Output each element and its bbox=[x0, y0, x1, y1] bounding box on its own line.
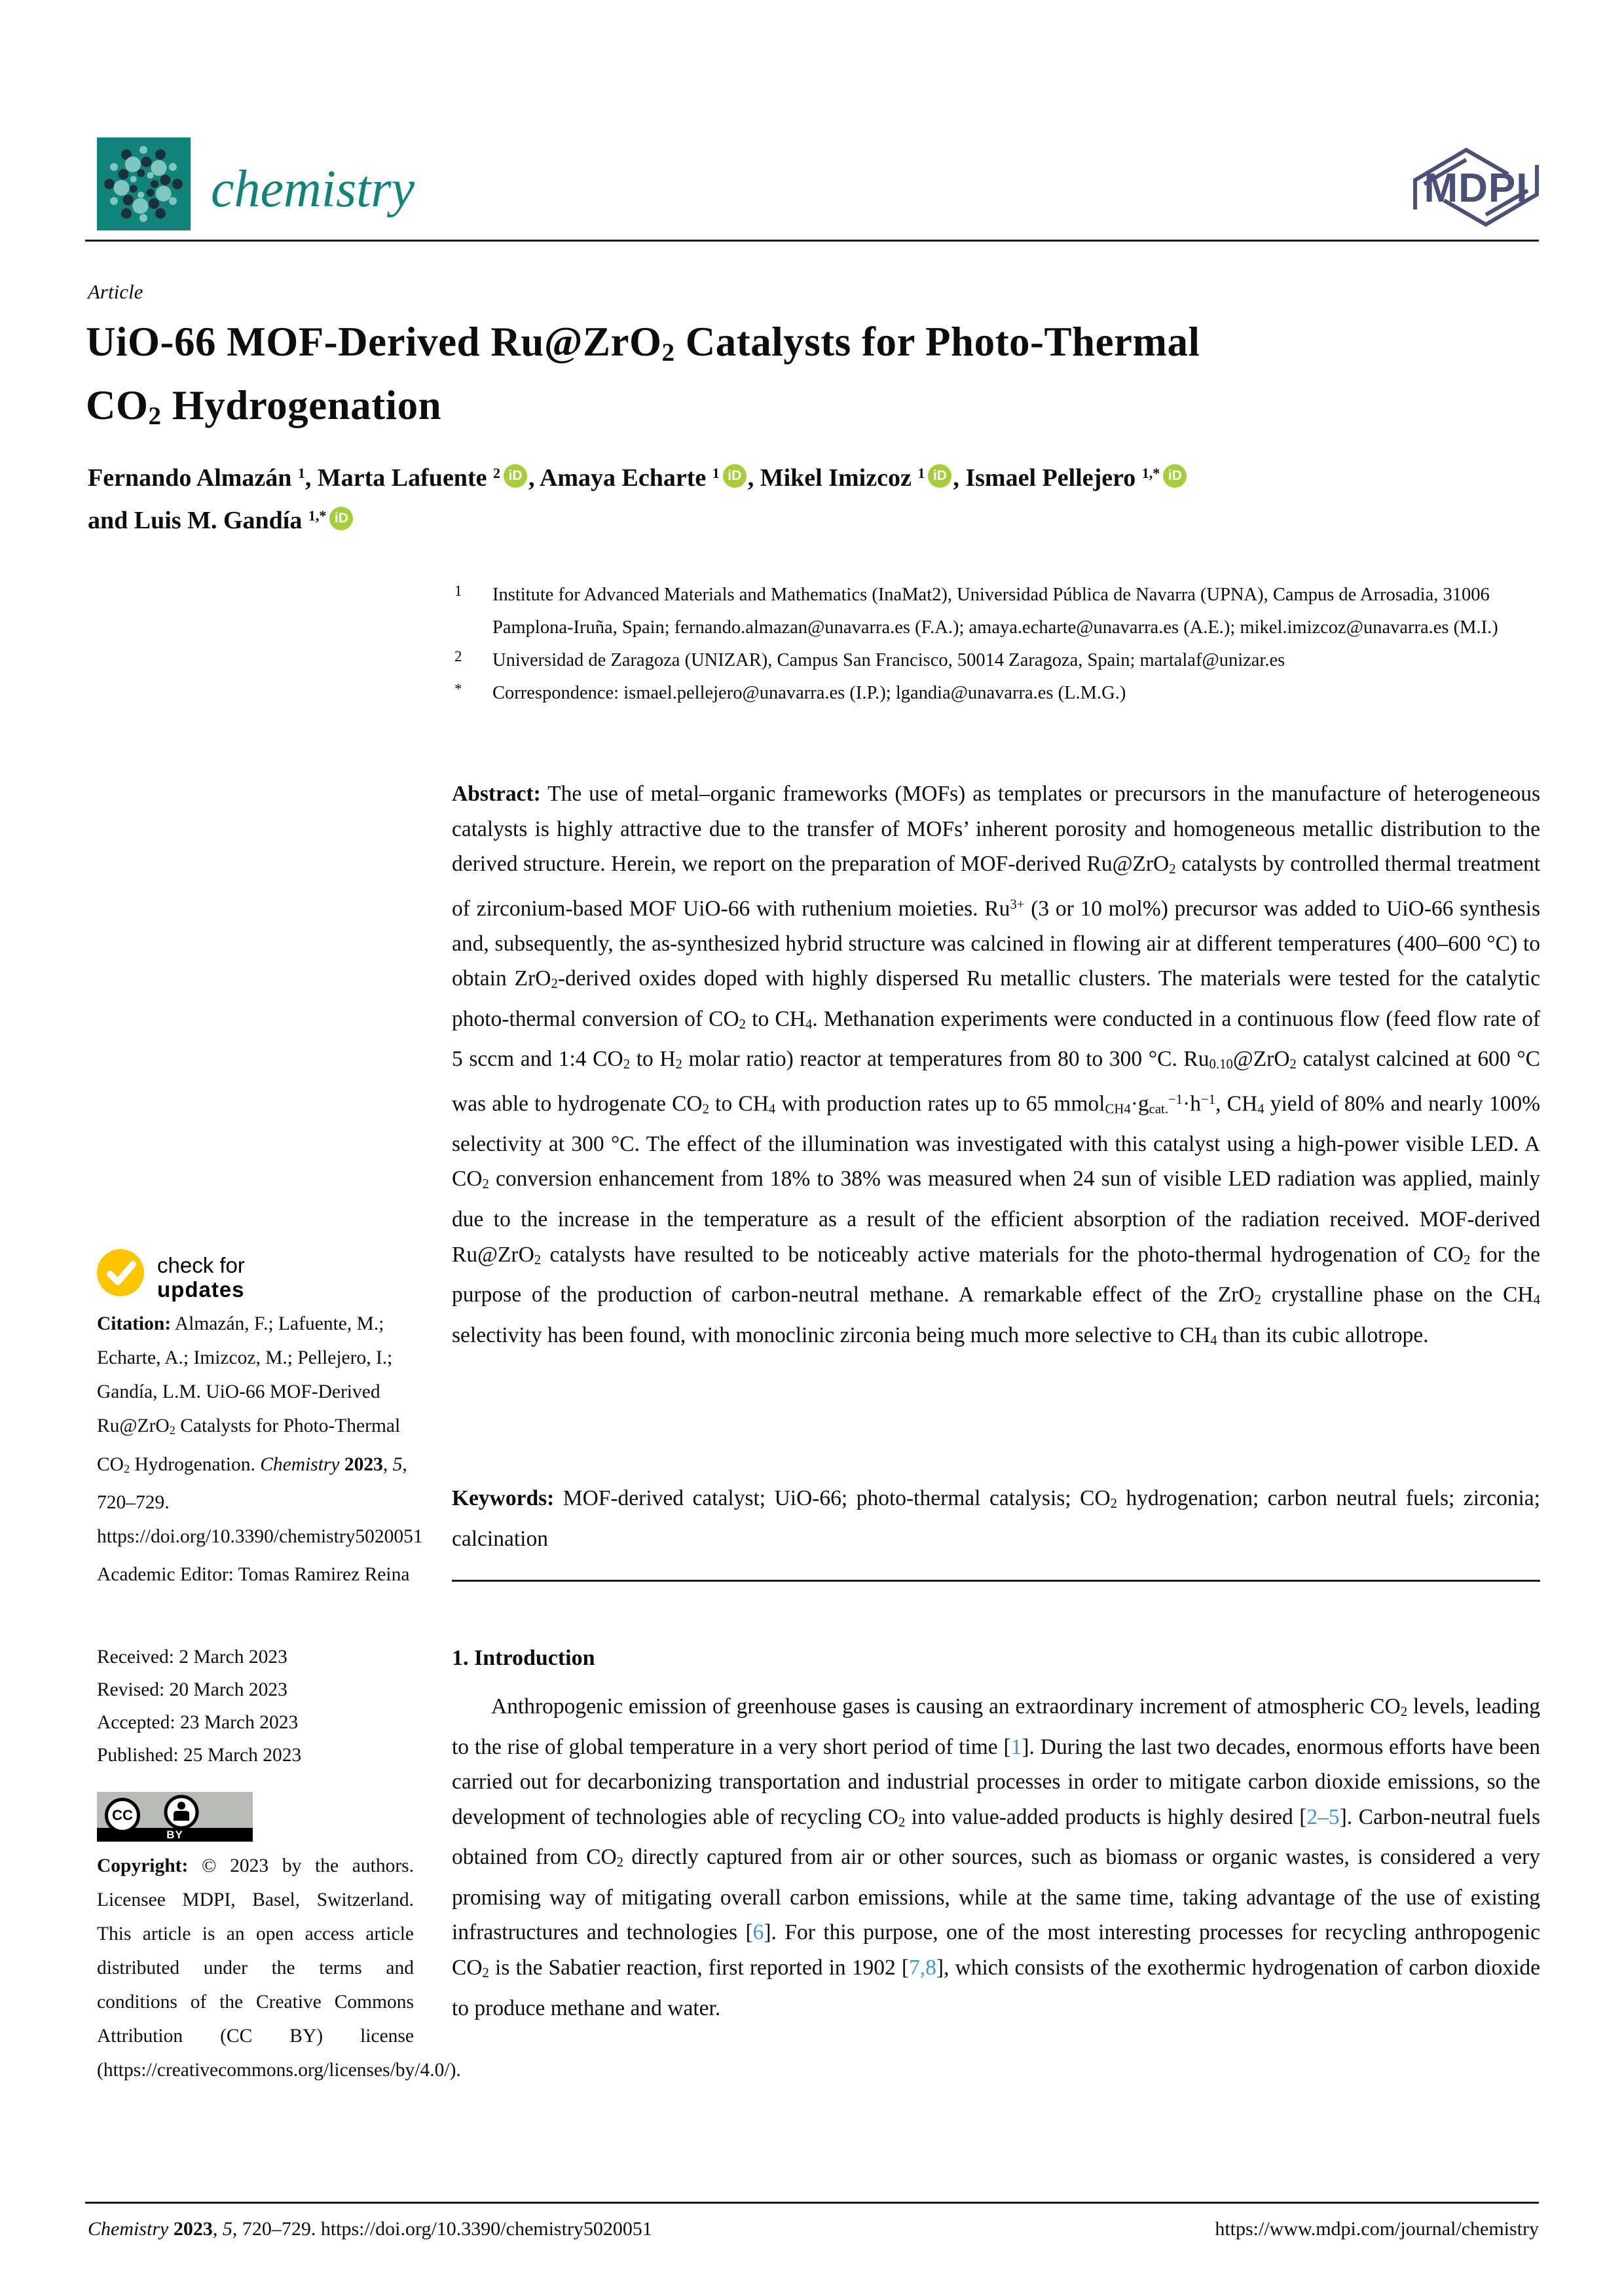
article-dates bbox=[97, 1641, 413, 1772]
doi-link[interactable]: https://doi.org/10.3390/chemistry5020051 bbox=[320, 2218, 652, 2240]
author-separator: , bbox=[747, 464, 760, 492]
date-value: 23 March 2023 bbox=[179, 1712, 299, 1733]
orcid-icon[interactable]: iD bbox=[723, 464, 747, 488]
person-icon bbox=[164, 1795, 199, 1830]
affiliation-item bbox=[452, 644, 1544, 677]
author-name: Ismael Pellejero bbox=[965, 464, 1136, 492]
email-link[interactable]: mikel.imizcoz@unavarra.es bbox=[1240, 617, 1449, 638]
keywords: Keywords: MOF-derived catalyst; UiO-66; photo-thermal catalysis; $CO_2$ hydrogenation; carbon neutral fuels; zirconia; calcination bbox=[452, 1486, 1540, 1551]
author-name: Amaya Echarte bbox=[539, 464, 707, 492]
email-link[interactable]: fernando.almazan@unavarra.es bbox=[674, 617, 910, 638]
date-value: 20 March 2023 bbox=[169, 1679, 287, 1700]
cc-icon: CC bbox=[105, 1798, 140, 1833]
author-name: Fernando Almazán bbox=[88, 464, 292, 492]
check-for-updates-label[interactable]: check for updates bbox=[157, 1253, 245, 1302]
date-label: Revised: bbox=[97, 1679, 165, 1700]
date-row bbox=[97, 1739, 413, 1772]
author-affiliation-sup: 1,* bbox=[1141, 465, 1160, 481]
author-affiliation-sup: 1 bbox=[917, 465, 925, 481]
molecule-icon bbox=[97, 137, 191, 230]
ref-link[interactable]: 6 bbox=[752, 1920, 764, 1945]
orcid-icon[interactable]: iD bbox=[329, 507, 353, 530]
date-label: Published: bbox=[97, 1745, 179, 1766]
email-link[interactable]: ismael.pellejero@unavarra.es bbox=[623, 683, 845, 703]
affiliation-text: Institute for Advanced Materials and Mathematics (InaMat2), Universidad Pública de Navarra (UPNA), Campus de Arrosadia, 31006 Pamplona-Iruña, Spain; fernando.almazan@unavarra.es (F.A.); amaya.echarte@unavarra.es (A.E.); mikel.imizcoz@unavarra.es (M.I.) bbox=[492, 585, 1498, 638]
author-separator: , bbox=[304, 464, 318, 492]
affiliations bbox=[452, 579, 1544, 710]
mdpi-logo-text: MDPI bbox=[1424, 166, 1528, 211]
academic-editor: Academic Editor: Tomas Ramirez Reina bbox=[97, 1564, 410, 1585]
article-type-label: Article bbox=[88, 280, 143, 303]
license-link[interactable]: https://creativecommons.org/licenses/by/4.0/ bbox=[103, 2060, 450, 2081]
date-row bbox=[97, 1673, 413, 1706]
header-rule bbox=[85, 240, 1539, 242]
check-icon bbox=[97, 1249, 144, 1296]
chemistry-journal-logo bbox=[97, 137, 191, 230]
email-link[interactable]: martalaf@unizar.es bbox=[1139, 650, 1285, 670]
affiliation-item bbox=[452, 579, 1544, 644]
orcid-icon[interactable]: iD bbox=[504, 464, 527, 488]
affiliation-marker: 2 bbox=[454, 648, 462, 665]
ref-link[interactable]: 7,8 bbox=[909, 1955, 936, 1980]
author-list bbox=[88, 454, 1411, 539]
section-divider bbox=[452, 1580, 1540, 1582]
affiliation-item bbox=[452, 677, 1544, 710]
author-affiliation-sup: 1 bbox=[712, 465, 720, 481]
date-row bbox=[97, 1706, 413, 1739]
mdpi-logo bbox=[1405, 144, 1547, 230]
footer-rule bbox=[85, 2202, 1539, 2204]
author-affiliation-sup: 1,* bbox=[308, 507, 327, 524]
journal-name: chemistry bbox=[211, 160, 415, 218]
date-value: 25 March 2023 bbox=[183, 1745, 302, 1766]
author-affiliation-sup: 2 bbox=[492, 465, 500, 481]
author-name: Marta Lafuente bbox=[317, 464, 487, 492]
date-row bbox=[97, 1641, 413, 1673]
cc-by-license-badge[interactable] bbox=[97, 1792, 253, 1842]
check-for-updates-button[interactable] bbox=[97, 1249, 144, 1296]
email-link[interactable]: lgandia@unavarra.es bbox=[895, 683, 1054, 703]
affiliation-text: Universidad de Zaragoza (UNIZAR), Campus San Francisco, 50014 Zaragoza, Spain; martalaf@unizar.es bbox=[492, 650, 1285, 670]
author-separator: , bbox=[953, 464, 966, 492]
abstract: Abstract: The use of metal–organic frameworks (MOFs) as templates or precursors in the manufacture of heterogeneous catalysts is highly attractive due to the transfer of MOFs’ inherent porosity and homogeneous metallic distribution to the derived structure. Herein, we report on the preparation of MOF-derived Ru@ZrO$_2$ catalysts by controlled thermal treatment of zirconium-based MOF UiO-66 with ruthenium moieties. $Ru^{3+}$ (3 or 10 mol%) precursor was added to UiO-66 synthesis and, subsequently, the as-synthesized hybrid structure was calcined in flowing air at different temperatures (400–600 °C) to obtain ZrO$_2$-derived oxides doped with highly dispersed Ru metallic clusters. The materials were tested for the catalytic photo-thermal conversion of $CO_2$ to $CH_4$. Methanation experiments were conducted in a continuous flow (feed flow rate of 5 sccm and 1:4 $CO_2$ to $H_2$ molar ratio) reactor at temperatures from 80 to 300 °C. $Ru_{0.10}@ZrO_2$ catalyst calcined at 600 °C was able to hydrogenate $CO_2$ to $CH_4$ with production rates up to 65 $mmol_{CH4}\cdot g_{cat.}^{-1}\cdot h^{-1}$, $CH_4$ yield of 80% and nearly 100% selectivity at 300 °C. The effect of the illumination was investigated with this catalyst using a high-power visible LED. A $CO_2$ conversion enhancement from 18% to 38% was measured when 24 sun of visible LED radiation was applied, mainly due to the increase in the temperature as a result of the efficient absorption of the radiation received. MOF-derived Ru@ZrO$_2$ catalysts have resulted to be noticeably active materials for the photo-thermal hydrogenation of $CO_2$ for the purpose of the production of carbon-neutral methane. A remarkable effect of the ZrO$_2$ crystalline phase on the $CH_4$ selectivity has been found, with monoclinic zirconia being much more selective to $CH_4$ than its cubic allotrope. bbox=[452, 782, 1541, 1349]
journal-url-link[interactable]: https://www.mdpi.com/journal/chemistry bbox=[1215, 2218, 1539, 2240]
author-conjunction: and bbox=[88, 507, 134, 535]
affiliation-marker: 1 bbox=[454, 583, 462, 599]
date-value: 2 March 2023 bbox=[179, 1647, 287, 1667]
citation-block: Citation: Almazán, F.; Lafuente, M.; Echarte, A.; Imizcoz, M.; Pellejero, I.; Gandía, L.M. UiO-66 MOF-Derived Ru@ZrO$_2$ Catalysts for Photo-Thermal $CO_2$ Hydrogenation. Chemistry 2023, 5, 720–729. https://doi.org/10.3390/chemistry5020051 bbox=[97, 1313, 423, 1548]
orcid-icon[interactable]: iD bbox=[1163, 464, 1187, 488]
article-title: UiO-66 MOF-Derived Ru@ZrO$_2$ Catalysts for Photo-Thermal $CO_2$ Hydrogenation bbox=[86, 319, 1200, 430]
doi-link[interactable]: https://doi.org/10.3390/chemistry5020051 bbox=[97, 1526, 423, 1548]
date-label: Received: bbox=[97, 1647, 174, 1667]
introduction-paragraph: Anthropogenic emission of greenhouse gases is causing an extraordinary increment of atmospheric $CO_2$ levels, leading to the rise of global temperature in a very short period of time [1]. During the last two decades, enormous efforts have been carried out for decarbonizing transportation and industrial processes in order to mitigate carbon dioxide emissions, so the development of technologies able of recycling $CO_2$ into value-added products is highly desired [2–5]. Carbon-neutral fuels obtained from $CO_2$ directly captured from air or other sources, such as biomass or organic wastes, is considered a very promising way of mitigating overall carbon emissions, while at the same time, taking advantage of the use of existing infrastructures and technologies [6]. For this purpose, one of the most interesting processes for recycling anthropogenic $CO_2$ is the Sabatier reaction, first reported in 1902 [7,8], which consists of the exothermic hydrogenation of carbon dioxide to produce methane and water. bbox=[452, 1694, 1540, 2020]
author-name: Mikel Imizcoz bbox=[760, 464, 912, 492]
copyright-block: Copyright: © 2023 by the authors. Licensee MDPI, Basel, Switzerland. This article is an open access article distributed under the terms and conditions of the Creative Commons Attribution (CC BY) license (https://creativecommons.org/licenses/by/4.0/). bbox=[97, 1855, 461, 2081]
cc-by-label: BY bbox=[166, 1829, 183, 1841]
author-name: Luis M. Gandía bbox=[134, 507, 303, 535]
affiliation-marker: * bbox=[454, 681, 462, 697]
orcid-icon[interactable]: iD bbox=[928, 464, 951, 488]
ref-link[interactable]: 1 bbox=[1010, 1734, 1022, 1759]
date-label: Accepted: bbox=[97, 1712, 175, 1733]
email-link[interactable]: amaya.echarte@unavarra.es bbox=[969, 617, 1179, 638]
author-affiliation-sup: 1 bbox=[297, 465, 305, 481]
ref-link[interactable]: 2–5 bbox=[1306, 1804, 1340, 1829]
section-heading-introduction: 1. Introduction bbox=[452, 1646, 595, 1670]
affiliation-text: Correspondence: ismael.pellejero@unavarra.es (I.P.); lgandia@unavarra.es (L.M.G.) bbox=[492, 683, 1126, 703]
author-separator: , bbox=[528, 464, 540, 492]
footer-citation: Chemistry 2023, 5, 720–729. https://doi.org/10.3390/chemistry5020051 bbox=[88, 2218, 652, 2240]
